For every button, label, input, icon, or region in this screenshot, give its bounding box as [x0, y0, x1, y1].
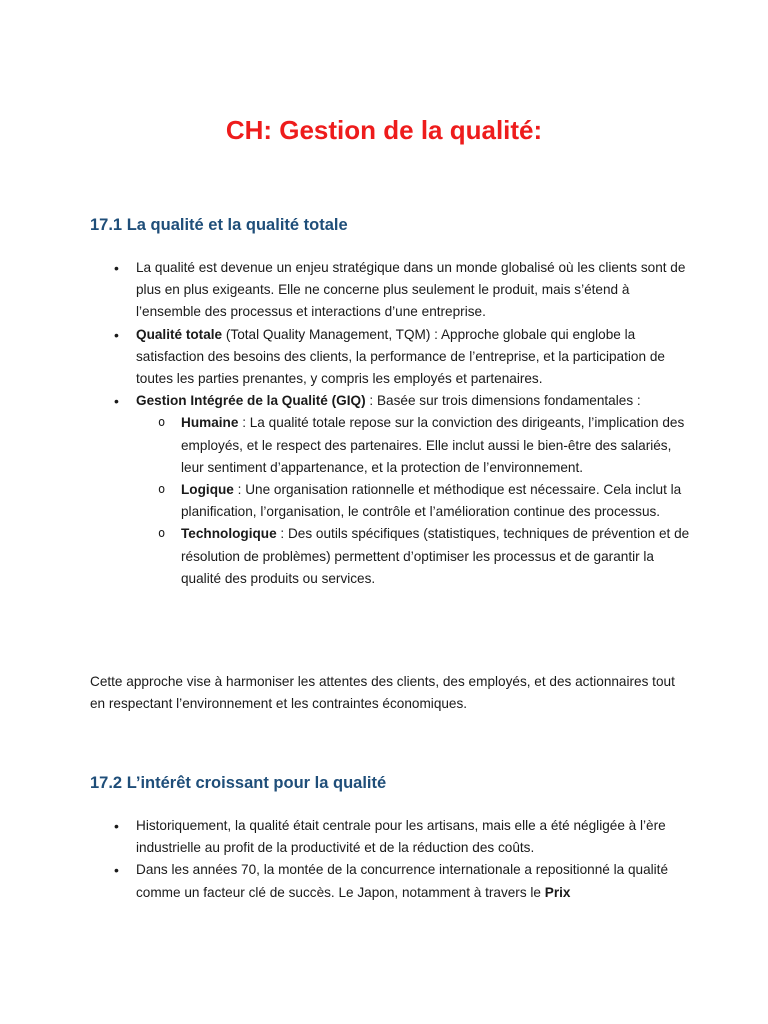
term-technologique: Technologique — [181, 526, 277, 542]
sub-list-item-text: : La qualité totale repose sur la conviction des dirigeants, l’implication des employés, et le respect des partenaires. Elle inclut aussi le bien-être des salariés, leur sentiment d’appartenance, et la protection de l’environnement. — [181, 415, 685, 475]
list-item-text: La qualité est devenue un enjeu stratégique dans un monde globalisé où les clients sont de plus en plus exigeants. Elle ne concerne plus seulement le produit, mais s’étend à l’ensemble des processus et interactions d’une entreprise. — [136, 260, 686, 320]
term-humaine: Humaine — [181, 415, 239, 431]
list-item — [90, 390, 690, 590]
bullet-list — [90, 815, 690, 904]
list-item — [90, 324, 690, 391]
sub-list-item-text: : Des outils spécifiques (statistiques, techniques de prévention et de résolution de problèmes) permettent d’optimiser les processus et de garantir la qualité des produits ou services. — [181, 526, 690, 586]
list-item-text: Historiquement, la qualité était centrale pour les artisans, mais elle a été négligée à l’ère industrielle au profit de la productivité et de la réduction des coûts. — [136, 818, 666, 856]
sub-list-item — [136, 412, 690, 479]
section-heading-17-1: 17.1 La qualité et la qualité totale — [90, 216, 348, 234]
list-item-text: (Total Quality Management, TQM) : Approche globale qui englobe la satisfaction des besoins des clients, la performance de l’entreprise, et la participation de toutes les parties prenantes, y compris les employés et partenaires. — [136, 326, 665, 387]
term-logique: Logique — [181, 482, 234, 498]
list-item-text: Dans les années 70, la montée de la concurrence internationale a repositionné la qualité comme un facteur clé de succès. Le Japon, notamment à travers le — [136, 862, 669, 900]
term-qualite-totale: Qualité totale — [136, 326, 223, 342]
section-1-body — [90, 257, 690, 590]
list-item — [90, 815, 690, 859]
sub-list-item-text: : Une organisation rationnelle et méthodique est nécessaire. Cela inclut la planification, l’organisation, le contrôle et l’amélioration continue des processus. — [181, 482, 682, 520]
list-item — [90, 257, 690, 324]
document-title: CH: Gestion de la qualité: — [225, 115, 543, 145]
section-2-body — [90, 815, 690, 904]
term-prix: Prix — [544, 884, 571, 900]
section-heading-17-2: 17.2 L’intérêt croissant pour la qualité — [90, 774, 387, 792]
section-1-paragraph — [90, 671, 690, 715]
sub-list-item — [136, 479, 690, 523]
body-paragraph: Cette approche vise à harmoniser les attentes des clients, des employés, et des actionnaires tout en respectant l’environnement et les contraintes économiques. — [90, 674, 675, 712]
term-giq: Gestion Intégrée de la Qualité (GIQ) — [136, 393, 366, 409]
list-item-text: : Basée sur trois dimensions fondamentales : — [365, 393, 641, 409]
list-item — [90, 859, 690, 903]
bullet-list — [90, 257, 690, 590]
sub-list-item — [136, 523, 690, 590]
sub-list — [136, 412, 690, 590]
